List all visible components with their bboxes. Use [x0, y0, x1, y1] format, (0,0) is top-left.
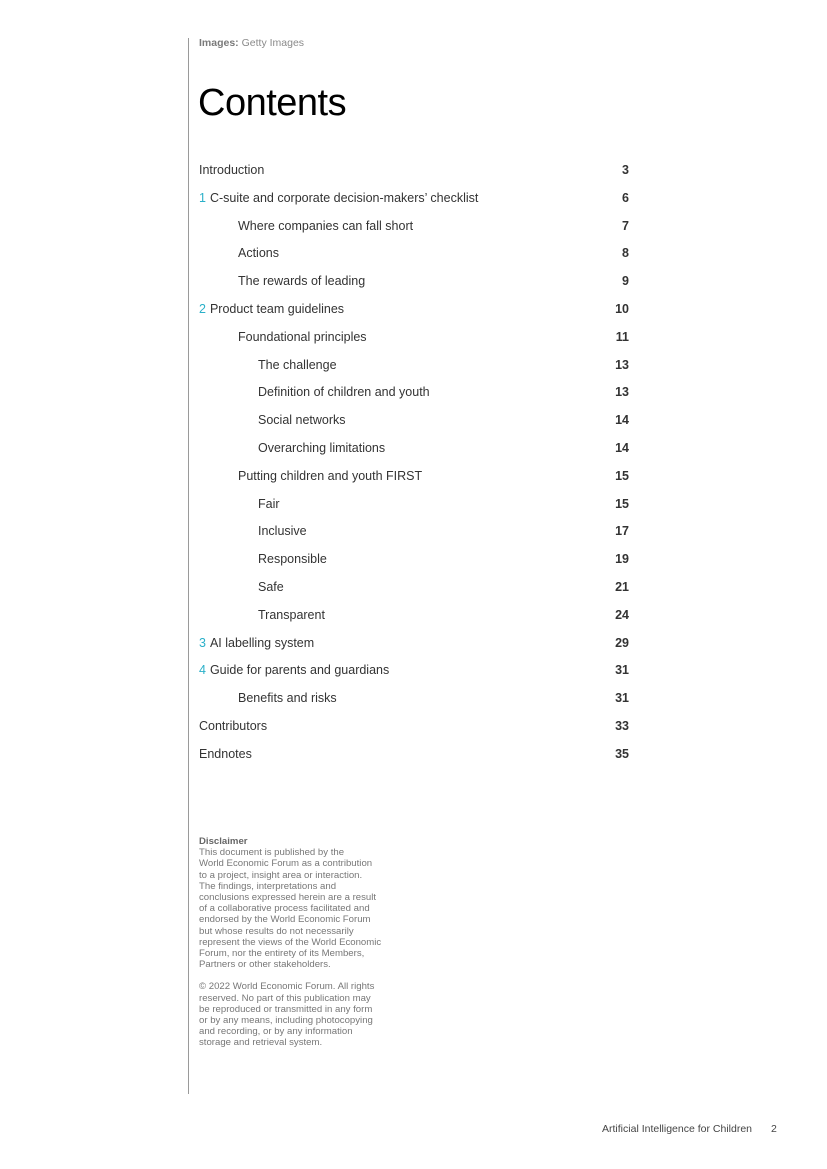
toc-entry[interactable] [199, 330, 629, 358]
toc-entry[interactable] [199, 274, 629, 302]
disclaimer-line: Forum, nor the entirety of its Members, [199, 948, 365, 960]
disclaimer-heading: Disclaimer [199, 836, 248, 847]
toc-page-number: 31 [615, 663, 629, 678]
image-credit [199, 37, 304, 49]
toc-entry[interactable] [199, 469, 629, 497]
toc-page-number: 13 [615, 385, 629, 400]
toc-page-number: 33 [615, 718, 629, 733]
toc-entry[interactable] [199, 219, 629, 247]
disclaimer-body [199, 847, 399, 970]
toc-section-number: 4 [199, 663, 206, 678]
disclaimer-line: and recording, or by any information [199, 1026, 353, 1038]
image-credit-label: Images: [199, 37, 239, 49]
disclaimer-line: conclusions expressed herein are a result [199, 892, 377, 904]
toc-entry-label [238, 246, 279, 260]
toc-page-number: 15 [615, 468, 629, 483]
toc-page-number: 17 [615, 524, 629, 539]
toc-entry-label [258, 608, 325, 622]
toc-entry[interactable] [199, 580, 629, 608]
toc-entry[interactable] [199, 497, 629, 525]
toc-section-number: 1 [199, 190, 206, 205]
disclaimer-line: This document is published by the [199, 847, 345, 859]
toc-section-number: 3 [199, 635, 206, 650]
disclaimer-line: but whose results do not necessarily [199, 925, 354, 937]
disclaimer-line: Partners or other stakeholders. [199, 959, 331, 971]
toc-entry-label [238, 330, 367, 344]
toc-entry-text: Actions [238, 246, 279, 261]
toc-entry-label [258, 358, 337, 372]
toc-entry-text: Introduction [199, 163, 265, 177]
disclaimer-line: or by any means, including photocopying [199, 1015, 373, 1027]
toc-entry[interactable] [199, 747, 629, 775]
toc-entry-text: Social networks [258, 413, 346, 428]
toc-page-number: 19 [615, 552, 629, 567]
disclaimer-line: © 2022 World Economic Forum. All rights [199, 981, 375, 993]
toc-entry[interactable] [199, 719, 629, 747]
toc-entry-text: Transparent [258, 607, 325, 622]
toc-page-number: 29 [615, 635, 629, 650]
toc-entry-text: Contributors [199, 718, 268, 733]
toc-page-number: 6 [622, 190, 629, 205]
toc-entry-label [258, 580, 284, 594]
toc-entry-text: C-suite and corporate decision-makers’ checklist [209, 190, 479, 205]
disclaimer-line: be reproduced or transmitted in any form [199, 1003, 373, 1015]
toc-entry-label [258, 552, 327, 566]
toc-entry-label [258, 413, 346, 427]
toc-page-number: 21 [615, 579, 629, 594]
disclaimer-line: reserved. No part of this publication may [199, 992, 371, 1004]
toc-entry-text: Where companies can fall short [238, 218, 414, 233]
toc-entry-text: Product team guidelines [209, 301, 345, 316]
toc-page-number: 8 [622, 246, 629, 261]
disclaimer-line: The findings, interpretations and [199, 880, 337, 892]
toc-entry-label [258, 441, 385, 455]
toc-entry[interactable] [199, 302, 629, 330]
toc-entry-label [238, 469, 422, 483]
toc-entry-text: Definition of children and youth [258, 385, 430, 400]
toc-entry[interactable] [199, 358, 629, 386]
disclaimer-line: to a project, insight area or interaction. [199, 869, 363, 881]
footer-report-title: Artificial Intelligence for Children [602, 1123, 752, 1135]
disclaimer-line: World Economic Forum as a contribution [199, 858, 373, 870]
toc-entry[interactable] [199, 608, 629, 636]
toc-entry-text: Benefits and risks [238, 691, 337, 706]
disclaimer-line: storage and retrieval system. [199, 1037, 323, 1049]
toc-page-number: 9 [622, 274, 629, 289]
toc-entry-label [199, 747, 252, 761]
toc-entry-label [238, 274, 365, 288]
toc-entry[interactable] [199, 663, 629, 691]
toc-entry[interactable] [199, 691, 629, 719]
toc-entry-text: Guide for parents and guardians [209, 663, 390, 678]
toc-entry[interactable] [199, 441, 629, 469]
toc-entry-text: The challenge [258, 357, 337, 372]
toc-entry-text: Responsible [258, 552, 327, 567]
image-credit-value: Getty Images [241, 37, 305, 49]
page-title: Contents [198, 82, 347, 124]
toc-page-number: 15 [615, 496, 629, 511]
toc-entry-text: Inclusive [258, 524, 307, 539]
toc-entry-label [199, 719, 267, 733]
toc-page-number: 31 [615, 691, 629, 706]
disclaimer-line: endorsed by the World Economic Forum [199, 914, 371, 926]
toc-entry-label [238, 219, 413, 233]
table-of-contents [199, 163, 629, 775]
toc-page-number: 10 [615, 301, 629, 316]
toc-entry-label [238, 691, 337, 705]
toc-entry-label [258, 524, 307, 538]
toc-entry-text: Safe [258, 579, 284, 594]
toc-entry-label [258, 385, 430, 399]
toc-entry[interactable] [199, 413, 629, 441]
copyright-notice [199, 981, 399, 1048]
toc-entry-text: Foundational principles [238, 329, 367, 344]
toc-section-number: 2 [199, 301, 206, 316]
toc-page-number: 14 [615, 413, 629, 428]
toc-page-number: 24 [615, 607, 629, 622]
toc-entry[interactable] [199, 163, 629, 191]
toc-entry[interactable] [199, 552, 629, 580]
toc-entry[interactable] [199, 246, 629, 274]
toc-entry-text: Putting children and youth FIRST [238, 468, 423, 483]
toc-page-number: 14 [615, 440, 629, 455]
toc-entry-text: The rewards of leading [238, 274, 366, 289]
toc-entry-label [199, 636, 314, 650]
toc-entry[interactable] [199, 385, 629, 413]
margin-rule [188, 38, 189, 1094]
disclaimer [199, 836, 399, 1060]
toc-entry-text: Fair [258, 496, 280, 511]
toc-page-number: 3 [622, 163, 629, 177]
toc-entry[interactable] [199, 191, 629, 219]
disclaimer-line: of a collaborative process facilitated and [199, 903, 370, 915]
footer-page-number: 2 [771, 1123, 777, 1135]
toc-entry-text: Endnotes [199, 746, 252, 761]
toc-entry-label [199, 663, 389, 677]
toc-entry-label [199, 302, 344, 316]
toc-entry[interactable] [199, 636, 629, 664]
toc-entry[interactable] [199, 524, 629, 552]
toc-entry-label [258, 497, 280, 511]
toc-entry-text: AI labelling system [209, 635, 315, 650]
toc-page-number: 7 [622, 218, 629, 233]
toc-page-number: 35 [615, 746, 629, 761]
toc-entry-label [199, 191, 478, 205]
toc-page-number: 11 [615, 329, 629, 344]
toc-entry-label [199, 163, 264, 177]
toc-page-number: 13 [615, 357, 629, 372]
toc-entry-text: Overarching limitations [258, 440, 386, 455]
disclaimer-line: represent the views of the World Economic [199, 936, 382, 948]
